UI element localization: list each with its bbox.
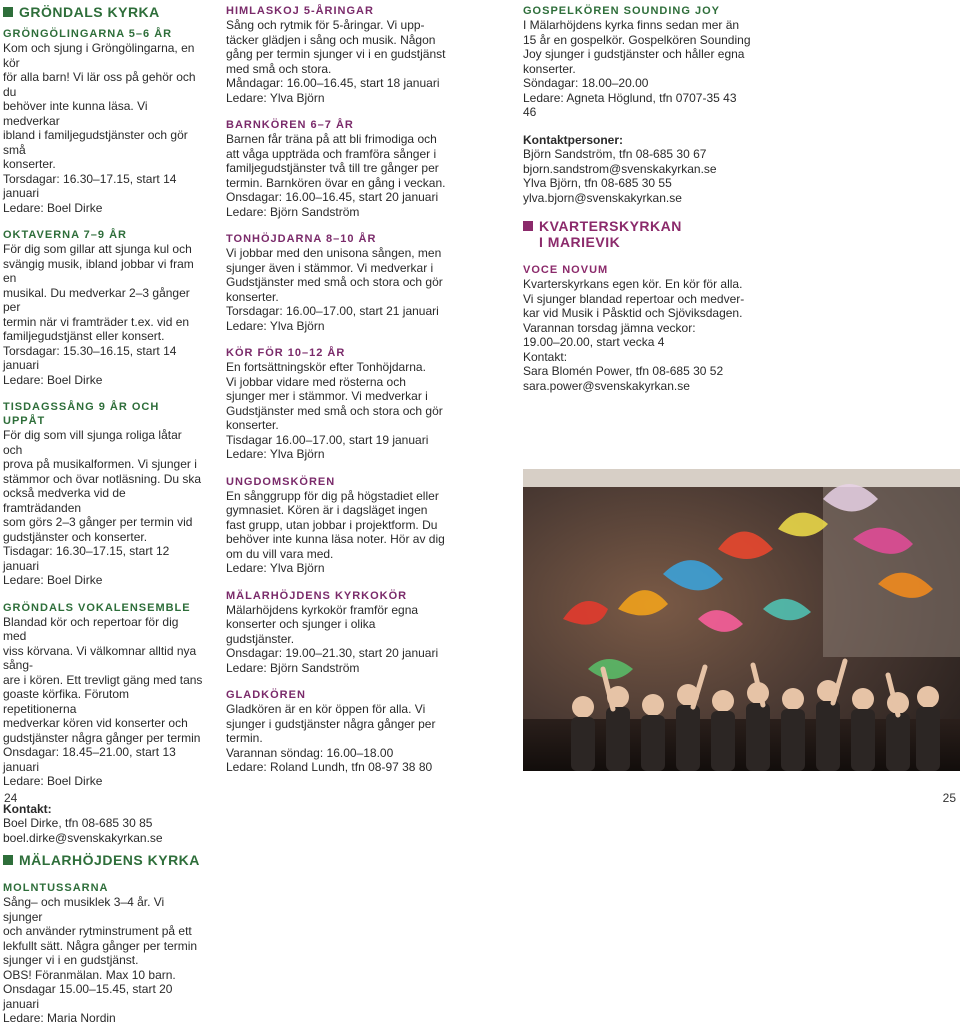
text-line: goaste körfika. Förutom repetitionerna <box>3 687 130 716</box>
choir-ungdomskoren <box>226 475 446 576</box>
choir-title: TISDAGSSÅNG 9 ÅR OCH UPPÅT <box>3 401 160 427</box>
choir-photo <box>523 469 960 771</box>
choir-title: UNGDOMSKÖREN <box>226 475 336 488</box>
text-line: svängig musik, ibland jobbar vi fram en <box>3 256 194 285</box>
choir-vokalensemble <box>3 601 203 789</box>
text-line: Ledare: Boel Dirke <box>3 573 103 587</box>
text-line: Ledare: Ylva Björn <box>226 561 325 575</box>
text-line: Ledare: Boel Dirke <box>3 200 103 215</box>
text-line: musikal. Du medverkar 2–3 gånger per <box>3 285 190 314</box>
text-line: Ledare: Ylva Björn <box>226 447 325 461</box>
text-line: Kontakt: <box>523 349 568 364</box>
text-line: termin när vi framträder t.ex. vid en <box>3 314 190 329</box>
text-line: sjunger vi i en gudstjänst. <box>3 953 139 967</box>
choir-voce-novum <box>523 263 753 393</box>
text-line: Ledare: Maria Nordin <box>3 1011 116 1025</box>
text-line: Kvarterskyrkans egen kör. En kör för alla. <box>523 277 743 291</box>
text-line: Ledare: Boel Dirke <box>3 774 103 788</box>
text-line: behöver inte kunna läsa. Vi medverkar <box>3 99 148 128</box>
text-line: Onsdagar: 19.00–21.30, start 20 januari <box>226 646 439 660</box>
section-heading-kvarterskyrkan: KVARTERSKYRKAN I MARIEVIK <box>523 218 753 250</box>
section-heading-malarhojden: MÄLARHÖJDENS KYRKA <box>3 852 203 868</box>
text-line: om du vill vara med. <box>226 546 334 561</box>
text-line: medverkar kören vid konserter och <box>3 716 188 730</box>
text-line: Ledare: Björn Sandström <box>226 204 360 219</box>
text-line: Onsdagar: 16.00–16.45, start 20 januari <box>226 190 439 204</box>
text-line: kar vid Musik i Påsktid och Sjöviksdagen. <box>523 306 743 320</box>
text-line: gång per termin sjunger vi i en gudstjänst <box>226 47 446 61</box>
contact-line: Ylva Björn, tfn 08-685 30 55 <box>523 176 672 190</box>
text-line: Ledare: Ylva Björn <box>226 90 325 105</box>
text-line: För dig som vill sjunga roliga låtar och <box>3 428 182 457</box>
choir-title: TONHÖJDARNA 8–10 ÅR <box>226 233 377 245</box>
text-line: Vi jobbar med den unisona sången, men <box>226 246 442 260</box>
contact-label: Kontakt: <box>3 801 52 816</box>
text-line: ibland i familjegudstjänster och gör små <box>3 128 188 157</box>
text-line: sjunger mer i stämmor. Vi medverkar i <box>226 389 428 403</box>
text-line: stämmor och övar notläsning. Du ska <box>3 471 202 486</box>
text-line: fast grupp, utan jobbar i projektform. Du <box>226 517 438 532</box>
text-line: sjunger även i stämmor. Vi medverkar i <box>226 260 434 275</box>
text-line: med små och stora. <box>226 61 332 76</box>
text-line: Ledare: Ylva Björn <box>226 318 325 333</box>
text-line: Torsdagar: 15.30–16.15, start 14 januari <box>3 343 177 372</box>
text-line: och använder rytminstrument på ett <box>3 924 192 938</box>
text-line: 19.00–20.00, start vecka 4 <box>523 335 665 349</box>
square-bullet-icon <box>523 221 533 231</box>
choir-title: BARNKÖREN 6–7 ÅR <box>226 119 354 131</box>
text-line: Måndagar: 16.00–16.45, start 18 januari <box>226 76 440 90</box>
text-line: Joy sjunger i gudstjänster och håller egna <box>523 47 745 61</box>
choir-kyrkokor <box>226 589 446 676</box>
choir-title: VOCE NOVUM <box>523 264 609 276</box>
contact-email: sara.power@svenskakyrkan.se <box>523 378 690 393</box>
text-line: gymnasiet. Kören är i dagsläget ingen <box>226 503 428 517</box>
contact-email: boel.dirke@svenskakyrkan.se <box>3 830 163 845</box>
choir-gospel <box>523 4 753 120</box>
text-line: En fortsättningskör efter Tonhöjdarna. <box>226 360 426 374</box>
choir-photo-illustration <box>523 469 960 771</box>
column-middle <box>226 4 446 775</box>
page-number-left: 24 <box>4 791 18 805</box>
contact-email: ylva.bjorn@svenskakyrkan.se <box>523 190 682 205</box>
text-line: Torsdagar: 16.30–17.15, start 14 januari <box>3 171 177 200</box>
column-right <box>523 4 753 393</box>
section-heading-grondals: GRÖNDALS KYRKA <box>3 4 203 20</box>
choir-gongolingarna <box>3 27 203 215</box>
text-line: Sång– och musiklek 3–4 år. Vi sjunger <box>3 895 165 924</box>
text-line: Vi jobbar vidare med rösterna och <box>226 374 406 389</box>
text-line: Tisdagar 16.00–17.00, start 19 januari <box>226 432 429 447</box>
text-line: Gudstjänster med små och stora och gör <box>226 275 443 289</box>
text-line: För dig som gillar att sjunga kul och <box>3 242 192 256</box>
choir-gladkoren <box>226 688 446 775</box>
choir-tonhojdarna <box>226 232 446 333</box>
text-line: Gladkören är en kör öppen för alla. Vi <box>226 702 426 716</box>
square-bullet-icon <box>3 855 13 865</box>
choir-title: MOLNTUSSARNA <box>3 882 109 894</box>
text-line: Mälarhöjdens kyrkokör framför egna <box>226 602 419 617</box>
text-line: Vi sjunger blandad repertoar och medver- <box>523 291 745 306</box>
text-line: are i kören. Ett trevligt gäng med tans <box>3 672 203 687</box>
contact-grondals <box>3 802 203 846</box>
text-line: konserter. <box>226 289 279 304</box>
contact-line: Boel Dirke, tfn 08-685 30 85 <box>3 816 153 830</box>
text-line: Kom och sjung i Gröngölingarna, en kör <box>3 41 195 70</box>
text-line: termin. <box>226 731 263 745</box>
text-line: Söndagar: 18.00–20.00 <box>523 76 649 90</box>
text-line: täcker glädjen i sång och musik. Någon <box>226 32 436 47</box>
text-line: viss körvana. Vi välkomnar alltid nya sång- <box>3 643 197 672</box>
text-line: att våga uppträda och framföra sånger i <box>226 146 437 161</box>
text-line: konserter och sjunger i olika gudstjänster. <box>226 617 376 646</box>
choir-kor-10-12 <box>226 346 446 462</box>
text-line: familjegudstjänst eller konsert. <box>3 329 165 343</box>
column-left <box>3 4 203 1026</box>
text-line: prova på musikalformen. Vi sjunger i <box>3 457 197 471</box>
text-line: Gudstjänster med små och stora och gör <box>226 403 443 418</box>
choir-title: KÖR FÖR 10–12 ÅR <box>226 347 346 359</box>
text-line: också medverka vid de framträdanden <box>3 486 126 515</box>
page-number-right: 25 <box>942 791 956 805</box>
text-line: som görs 2–3 gånger per termin vid <box>3 515 193 529</box>
choir-molntussarna <box>3 881 203 1026</box>
choir-title: HIMLASKOJ 5-ÅRINGAR <box>226 5 374 17</box>
contact-line: Björn Sandström, tfn 08-685 30 67 <box>523 147 707 161</box>
choir-title: GLADKÖREN <box>226 689 306 701</box>
text-line: gudstjänster några gånger per termin <box>3 730 201 745</box>
text-line: behöver inte kunna läsa noter. Hör av dig <box>226 532 445 546</box>
text-line: konserter. <box>523 61 576 76</box>
choir-himlaskoj <box>226 4 446 105</box>
contacts-malarhojden <box>523 133 753 206</box>
choir-title: GRÖNDALS VOKALENSEMBLE <box>3 601 191 614</box>
text-line: Varannan torsdag jämna veckor: <box>523 320 696 335</box>
contact-email: bjorn.sandstrom@svenskakyrkan.se <box>523 161 717 176</box>
text-line: gudstjänster och konserter. <box>3 529 148 544</box>
choir-tisdagssang <box>3 400 203 588</box>
text-line: Varannan söndag: 16.00–18.00 <box>226 745 394 760</box>
text-line: för alla barn! Vi lär oss på gehör och du <box>3 70 196 99</box>
text-line: Ledare: Björn Sandström <box>226 660 360 675</box>
choir-title: MÄLARHÖJDENS KYRKOKÖR <box>226 589 408 602</box>
text-line: konserter. <box>226 418 279 432</box>
choir-title: GRÖNGÖLINGARNA 5–6 ÅR <box>3 28 173 40</box>
choir-title: OKTAVERNA 7–9 ÅR <box>3 229 127 241</box>
square-bullet-icon <box>3 7 13 17</box>
choir-title: GOSPELKÖREN SOUNDING JOY <box>523 5 720 17</box>
choir-oktaverna <box>3 228 203 387</box>
text-line: OBS! Föranmälan. Max 10 barn. <box>3 967 176 982</box>
text-line: Torsdagar: 16.00–17.00, start 21 januari <box>226 304 439 318</box>
text-line: termin. Barnkören övar en gång i veckan. <box>226 175 446 190</box>
text-line: Blandad kör och repertoar för dig med <box>3 614 179 643</box>
contacts-label: Kontaktpersoner: <box>523 132 624 147</box>
text-line: Onsdagar 15.00–15.45, start 20 januari <box>3 982 173 1011</box>
text-line: 15 år en gospelkör. Gospelkören Sounding <box>523 32 751 47</box>
text-line: lekfullt sätt. Några gånger per termin <box>3 938 198 953</box>
text-line: Ledare: Agneta Höglund, tfn 0707-35 43 46 <box>523 90 737 119</box>
text-line: sjunger i gudstjänster några gånger per <box>226 716 436 731</box>
text-line: Barnen får träna på att bli frimodiga och <box>226 132 437 146</box>
text-line: konserter. <box>3 157 56 171</box>
text-line: Onsdagar: 18.45–21.00, start 13 januari <box>3 745 176 774</box>
text-line: Sara Blomén Power, tfn 08-685 30 52 <box>523 364 724 378</box>
text-line: En sånggrupp för dig på högstadiet eller <box>226 488 439 503</box>
text-line: Ledare: Roland Lundh, tfn 08-97 38 80 <box>226 760 433 774</box>
text-line: Ledare: Boel Dirke <box>3 372 103 387</box>
text-line: I Mälarhöjdens kyrka finns sedan mer än <box>523 18 740 32</box>
text-line: Tisdagar: 16.30–17.15, start 12 januari <box>3 544 170 573</box>
text-line: familjegudstjänster två till tre gånger per <box>226 161 439 175</box>
text-line: Sång och rytmik för 5-åringar. Vi upp- <box>226 18 425 32</box>
choir-barnkoren <box>226 118 446 219</box>
